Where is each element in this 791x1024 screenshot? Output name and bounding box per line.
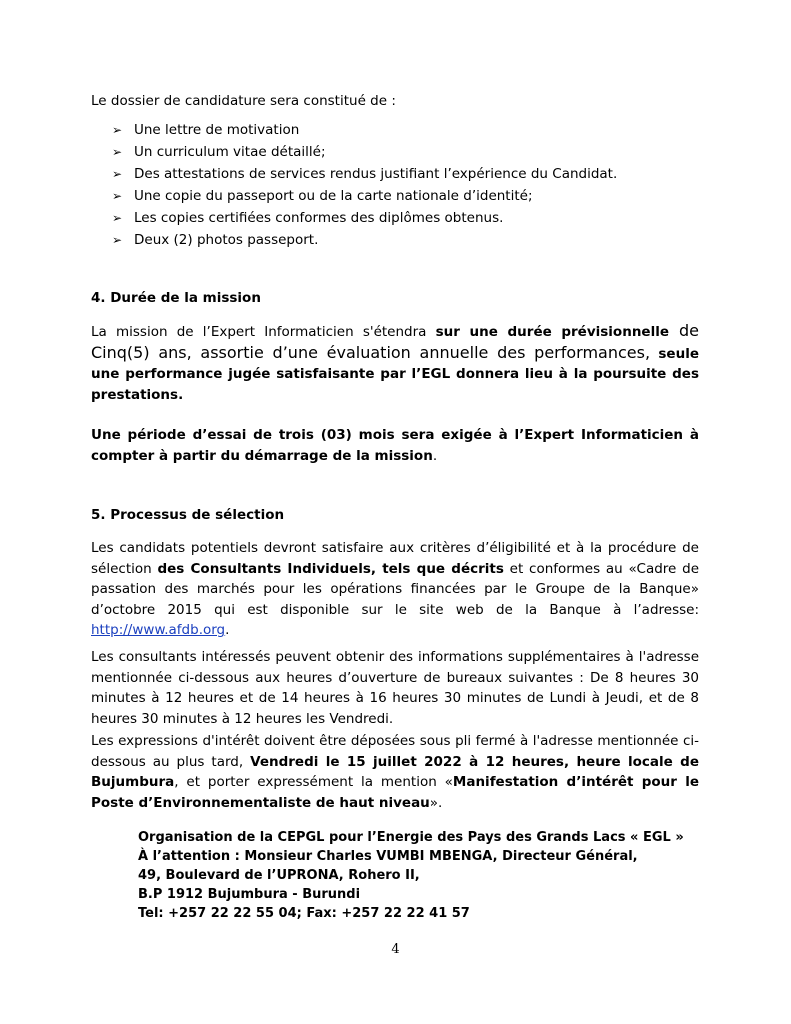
text-run-bold: sur une durée prévisionnelle [435, 324, 669, 340]
text-run: . [432, 447, 438, 464]
text-run-bold: des Consultants Individuels, tels que décrits [157, 560, 504, 577]
text-run: et conformes au «Cadre de passation des marchés pour les opérations financées par le Groupe de la Banque» d’octobre 2015 qui est disponible sur le site web de la Banque à l’adresse: [91, 560, 700, 618]
arrow-bullet-icon: ➢ [112, 189, 123, 203]
text-run: . [225, 622, 230, 638]
list-item-text: Deux (2) photos passeport. [134, 232, 319, 248]
arrow-bullet-icon: ➢ [112, 145, 123, 159]
list-item-text: Un curriculum vitae détaillé; [134, 144, 326, 160]
arrow-bullet-icon: ➢ [112, 167, 123, 181]
address-line: B.P 1912 Bujumbura - Burundi [138, 887, 361, 902]
required-documents-list [112, 119, 617, 251]
section-4-paragraph-1 [91, 321, 699, 405]
text-run: , et porter expressément la mention « [174, 774, 453, 790]
section-5-paragraph-2: Les consultants intéressés peuvent obtenir des informations supplémentaires à l'adresse mentionnée ci-dessous aux heures d’ouverture de bureaux suivantes : De 8 heures 30 minutes à 12 heures et de 14 heures à 16 heures 30 minutes de Lundi à Jeudi, et de 8 heures 30 minutes à 12 heures les Vendredi. [91, 649, 699, 727]
text-run: Les expressions d'intérêt doivent être déposées sous pli fermé à l'adresse mentionnée ci-dessous au plus tard, [91, 733, 699, 770]
text-run-bold: Manifestation d’intérêt pour le Poste d’Environnementaliste de haut niveau [91, 774, 700, 811]
text-run-bold: Une période d’essai de trois (03) mois sera exigée à l’Expert Informaticien à compter à partir du démarrage de la mission [91, 427, 699, 464]
list-item [112, 229, 617, 251]
list-item [112, 207, 617, 229]
list-item-text: Les copies certifiées conformes des diplômes obtenus. [134, 210, 504, 226]
application-intro: Le dossier de candidature sera constitué de : [91, 93, 396, 109]
list-item [112, 163, 617, 185]
arrow-bullet-icon: ➢ [112, 123, 123, 137]
section-5-paragraph-3 [91, 731, 699, 813]
address-line: Organisation de la CEPGL pour l’Energie des Pays des Grands Lacs « EGL » [138, 830, 684, 845]
text-run: La mission de l’Expert Informaticien s'étendra [91, 324, 436, 340]
list-item [112, 185, 617, 207]
section-4-heading: 4. Durée de la mission [91, 290, 261, 306]
text-run: Les candidats potentiels devront satisfaire aux critères d’éligibilité et à la procédure de sélection [91, 540, 699, 577]
section-5-paragraph-1 [91, 538, 699, 641]
text-run-bold: seule une performance jugée satisfaisante par l’EGL donnera lieu à la poursuite des prestations. [91, 345, 699, 403]
address-line: À l’attention : Monsieur Charles VUMBI MBENGA, Directeur Général, [138, 849, 638, 864]
list-item-text: Des attestations de services rendus justifiant l’expérience du Candidat. [134, 166, 618, 182]
section-4-paragraph-2 [91, 425, 699, 466]
list-item [112, 141, 617, 163]
text-run-bold: Vendredi le 15 juillet 2022 à 12 heures, heure locale de Bujumbura [91, 753, 699, 790]
list-item [112, 119, 617, 141]
afdb-website-link[interactable]: http://www.afdb.org [91, 622, 226, 638]
arrow-bullet-icon: ➢ [112, 211, 123, 225]
section-5-heading: 5. Processus de sélection [91, 507, 285, 523]
text-run: ». [429, 794, 443, 811]
text-run-large: de Cinq(5) ans, assortie d’une évaluation annuelle des performances, [91, 321, 699, 362]
contact-address-block [138, 828, 684, 923]
list-item-text: Une lettre de motivation [134, 122, 300, 138]
address-line: Tel: +257 22 22 55 04; Fax: +257 22 22 41 57 [138, 906, 470, 921]
page-number: 4 [391, 942, 400, 957]
arrow-bullet-icon: ➢ [112, 233, 123, 247]
list-item-text: Une copie du passeport ou de la carte nationale d’identité; [134, 188, 533, 204]
address-line: 49, Boulevard de l’UPRONA, Rohero II, [138, 868, 420, 883]
